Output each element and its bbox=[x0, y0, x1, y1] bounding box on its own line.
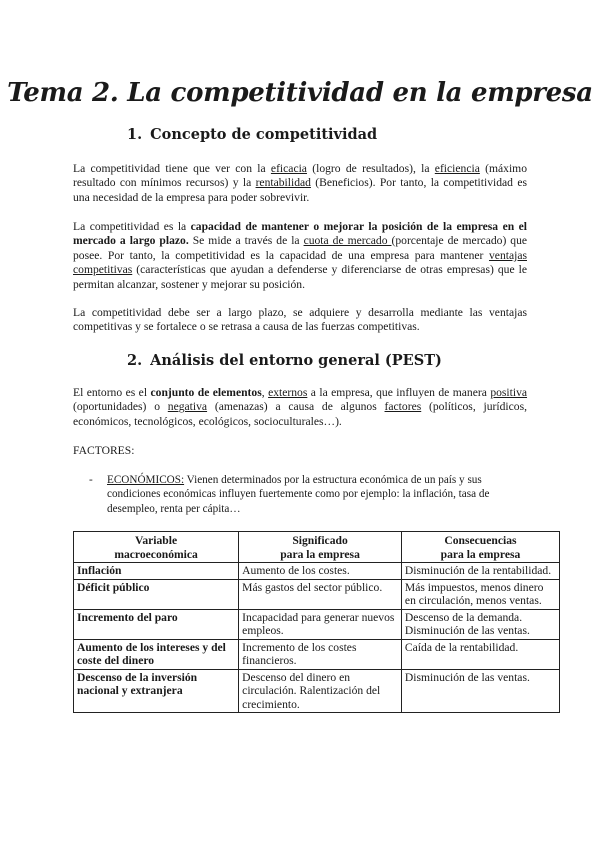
term-rentabilidad: rentabilidad bbox=[255, 176, 311, 190]
section-1-number: 1. bbox=[127, 126, 143, 143]
cell-consecuencias: Disminución de la rentabilidad. bbox=[401, 563, 559, 580]
header-line: Variable bbox=[135, 534, 178, 547]
term-negativa: negativa bbox=[167, 400, 208, 414]
text-run: a la empresa, que influyen de manera bbox=[307, 386, 491, 399]
bullet-body: Vienen determinados por la estructura económica de un país y sus condiciones económicas influyen fuertemente como por ejemplo: la inflación, tasa de desempleo, renta per cápita… bbox=[107, 474, 490, 515]
cell-significado: Aumento de los costes. bbox=[239, 563, 402, 580]
table-row bbox=[74, 609, 560, 639]
paragraph-entorno bbox=[73, 386, 527, 429]
cell-variable: Aumento de los intereses y del coste del dinero bbox=[74, 639, 239, 669]
header-line: Significado bbox=[292, 534, 348, 547]
paragraph-competitividad-definicion bbox=[73, 162, 527, 205]
bold-definition: capacidad de mantener o mejorar la posición de la empresa en el mercado a largo plazo. bbox=[73, 220, 527, 248]
header-significado bbox=[239, 532, 402, 563]
table-row bbox=[74, 669, 560, 713]
header-line: para la empresa bbox=[440, 547, 521, 561]
term-eficacia: eficacia bbox=[270, 162, 307, 175]
term-ventajas-competitivas: ventajas competitivas bbox=[73, 248, 527, 277]
cell-consecuencias: Más impuestos, menos dinero en circulación, menos ventas. bbox=[401, 579, 559, 609]
term-factores: factores bbox=[384, 400, 422, 414]
table-row bbox=[74, 639, 560, 669]
text-run: (máximo resultado con mínimos recursos) y la bbox=[73, 162, 527, 190]
cell-variable: Déficit público bbox=[74, 579, 239, 609]
bullet-text bbox=[107, 473, 527, 516]
text-run: (porcentaje de mercado) que posee. Por tanto, la competitividad es la capacidad de una empresa para mantener bbox=[73, 234, 528, 262]
header-line: Consecuencias bbox=[444, 534, 517, 547]
cell-variable: Incremento del paro bbox=[74, 609, 239, 639]
section-2-title: Análisis del entorno general (PEST) bbox=[150, 352, 442, 369]
header-consecuencias bbox=[401, 532, 559, 563]
text-run: El entorno es el bbox=[73, 386, 151, 399]
table-row bbox=[74, 563, 560, 580]
text-run: Se mide a través de la bbox=[188, 234, 304, 248]
cell-consecuencias: Caída de la rentabilidad. bbox=[401, 639, 559, 669]
cell-significado: Incremento de los costes financieros. bbox=[239, 639, 402, 669]
term-eficiencia: eficiencia bbox=[434, 162, 480, 175]
page-title: Tema 2. La competitividad en la empresa bbox=[7, 78, 593, 108]
cell-variable: Inflación bbox=[74, 563, 239, 580]
term-cuota-de-mercado: cuota de mercado bbox=[303, 234, 392, 248]
section-2-heading bbox=[127, 352, 442, 369]
text-run: La competitividad tiene que ver con la bbox=[73, 162, 271, 175]
term-conjunto-de-elementos: conjunto de elementos bbox=[150, 386, 262, 399]
text-run: (políticos, jurídicos, económicos, tecnológicos, ecológicos, socioculturales…). bbox=[73, 400, 527, 428]
cell-consecuencias: Disminución de las ventas. bbox=[401, 669, 559, 713]
header-line: macroeconómica bbox=[114, 547, 198, 561]
text-run: (oportunidades) o bbox=[73, 400, 168, 414]
table-row bbox=[74, 579, 560, 609]
text-run: , bbox=[261, 386, 269, 399]
bullet-dash: - bbox=[89, 474, 93, 486]
text-run: (características que ayudan a defenderse y diferenciarse de otras empresas) que le permitan alcanzar, sostener y mejorar su posición. bbox=[73, 263, 527, 291]
text-run: (logro de resultados), la bbox=[306, 162, 435, 175]
paragraph-competitividad-capacidad bbox=[73, 220, 527, 292]
term-positiva: positiva bbox=[490, 386, 528, 399]
section-1-heading bbox=[127, 126, 377, 143]
section-1-title: Concepto de competitividad bbox=[150, 126, 378, 143]
text-run: (Beneficios). Por tanto, la competitividad es una necesidad de la empresa para poder sobrevivir. bbox=[73, 176, 527, 204]
text-run: (amenazas) a causa de algunos bbox=[207, 400, 385, 414]
paragraph-largo-plazo: La competitividad debe ser a largo plazo, se adquiere y desarrolla mediante las ventajas competitivas y se fortalece o se retrasa a causa de las fuerzas competitivas. bbox=[73, 306, 527, 334]
section-2-number: 2. bbox=[127, 352, 143, 369]
cell-significado: Incapacidad para generar nuevos empleos. bbox=[239, 609, 402, 639]
term-externos: externos bbox=[268, 386, 308, 399]
header-variable bbox=[74, 532, 239, 563]
macroeconomic-table bbox=[73, 531, 560, 713]
cell-significado: Más gastos del sector público. bbox=[239, 579, 402, 609]
cell-significado: Descenso del dinero en circulación. Ralentización del crecimiento. bbox=[239, 669, 402, 713]
factores-label: FACTORES: bbox=[73, 444, 135, 457]
cell-consecuencias: Descenso de la demanda. Disminución de las ventas. bbox=[401, 609, 559, 639]
header-line: para la empresa bbox=[280, 547, 360, 561]
bullet-label: ECONÓMICOS: bbox=[107, 474, 185, 486]
table-header-row bbox=[74, 532, 560, 563]
text-run: La competitividad es la bbox=[73, 220, 191, 233]
cell-variable: Descenso de la inversión nacional y extranjera bbox=[74, 669, 239, 713]
